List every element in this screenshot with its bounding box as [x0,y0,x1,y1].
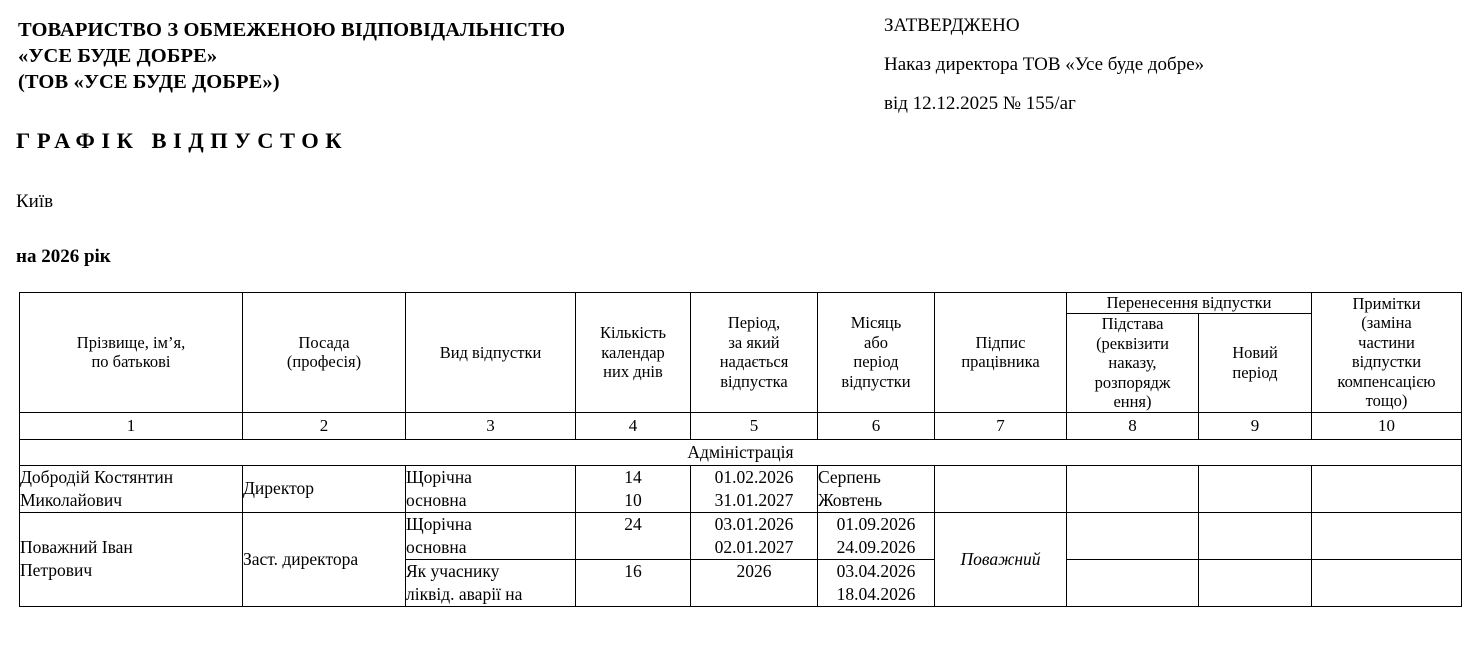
organization-name-line-1: ТОВАРИСТВО З ОБМЕЖЕНОЮ ВІДПОВІДАЛЬНІСТЮ [18,19,566,41]
approval-block [884,16,1444,114]
organization-name-line-2: «УСЕ БУДЕ ДОБРЕ» [18,45,218,67]
header-col-5-period-for: Період, за який надається відпустка [691,293,818,413]
organization-name-line-3: (ТОВ «УСЕ БУДЕ ДОБРЕ») [18,71,280,93]
column-number-2: 2 [243,412,406,439]
cell-full-name: Добродій Костянтин Миколайович [20,465,243,512]
column-number-7: 7 [935,412,1067,439]
column-number-row [20,412,1462,439]
group-row-label: Адміністрація [20,439,1462,465]
cell-notes [1312,512,1462,559]
cell-period-for: 03.01.2026 02.01.2027 [691,512,818,559]
column-number-3: 3 [406,412,576,439]
approval-label: ЗАТВЕРДЖЕНО [884,15,1020,36]
cell-transfer-new-period [1199,512,1312,559]
table-body [20,439,1462,606]
table-row [20,465,1462,512]
header-row-main [20,293,1462,314]
cell-employee-signature: Поважний [935,512,1067,606]
cell-transfer-new-period [1199,559,1312,606]
page-title: ГРАФІК ВІДПУСТОК [16,128,349,153]
header-col-9-transfer-new-period: Новий період [1199,314,1312,413]
cell-vacation-type: Щорічна основна [406,465,576,512]
column-number-6: 6 [818,412,935,439]
cell-transfer-basis [1067,465,1199,512]
group-row-administration [20,439,1462,465]
cell-period-for: 2026 [691,559,818,606]
city-label: Київ [16,191,54,212]
cell-vacation-type: Щорічна основна [406,512,576,559]
vacation-schedule-table-wrapper [19,292,1461,607]
column-number-1: 1 [20,412,243,439]
column-number-8: 8 [1067,412,1199,439]
approval-order: Наказ директора ТОВ «Усе буде добре» [884,54,1205,75]
cell-notes [1312,465,1462,512]
cell-notes [1312,559,1462,606]
cell-month-or-period: Серпень Жовтень [818,465,935,512]
cell-full-name: Поважний Іван Петрович [20,512,243,606]
cell-month-or-period: 03.04.2026 18.04.2026 [818,559,935,606]
header-col-4-days-count: Кількість календар них днів [576,293,691,413]
cell-transfer-new-period [1199,465,1312,512]
header-col-10-notes: Примітки (заміна частини відпустки компенсацією тощо) [1312,293,1462,413]
header-col-8-transfer-basis: Підстава (реквізити наказу, розпорядж ення) [1067,314,1199,413]
header-col-7-employee-signature: Підпис працівника [935,293,1067,413]
cell-period-for: 01.02.2026 31.01.2027 [691,465,818,512]
cell-transfer-basis [1067,559,1199,606]
column-number-10: 10 [1312,412,1462,439]
cell-days-count: 24 [576,512,691,559]
cell-days-count: 14 10 [576,465,691,512]
cell-employee-signature [935,465,1067,512]
vacation-schedule-table [19,292,1462,607]
cell-month-or-period: 01.09.2026 24.09.2026 [818,512,935,559]
header-col-6-month-or-period: Місяць або період відпустки [818,293,935,413]
table-head [20,293,1462,440]
column-number-5: 5 [691,412,818,439]
cell-transfer-basis [1067,512,1199,559]
document-header [0,0,1469,272]
approval-order-reference: від 12.12.2025 № 155/аг [884,93,1076,114]
cell-vacation-type: Як учаснику ліквід. аварії на [406,559,576,606]
cell-position: Заст. директора [243,512,406,606]
header-group-vacation-transfer: Перенесення відпустки [1067,293,1312,314]
column-number-9: 9 [1199,412,1312,439]
header-col-1-full-name: Прізвище, ім’я, по батькові [20,293,243,413]
cell-days-count: 16 [576,559,691,606]
organization-block [18,17,818,95]
year-label: на 2026 рік [16,246,111,267]
column-number-4: 4 [576,412,691,439]
header-col-2-position: Посада (професія) [243,293,406,413]
header-col-3-vacation-type: Вид відпустки [406,293,576,413]
table-row [20,512,1462,559]
cell-position: Директор [243,465,406,512]
